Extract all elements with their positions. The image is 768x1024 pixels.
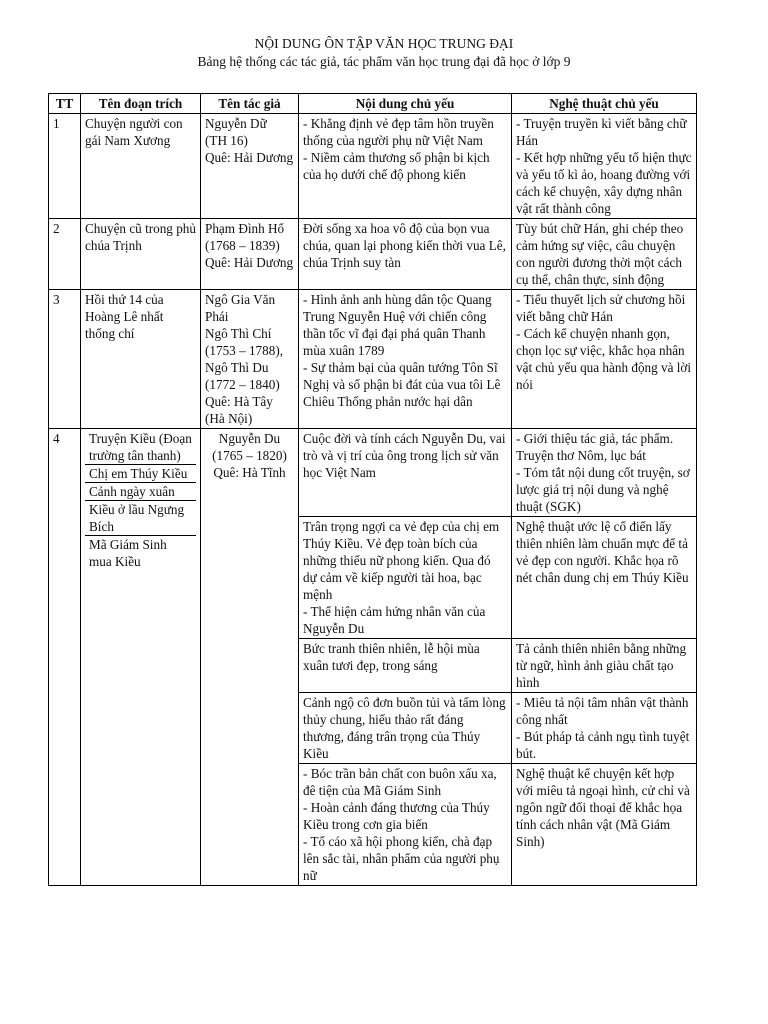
cell-art <box>512 693 697 764</box>
cell-content <box>299 114 512 219</box>
content-line: - Niềm cảm thương số phận bi kịch của họ dưới chế độ phong kiến <box>303 150 490 182</box>
content-line: - Sự thảm bại của quân tướng Tôn Sĩ Nghị và số phận bi đát của vua tôi Lê Chiêu Thống phản nước hại dân <box>303 360 501 409</box>
cell-art <box>512 639 697 693</box>
cell-author <box>201 290 299 429</box>
author-line: Nguyễn Dữ <box>205 116 267 131</box>
cell-art <box>512 219 697 290</box>
cell-tt: 1 <box>49 114 81 219</box>
cell-tt: 4 <box>49 429 81 886</box>
content-line: Đời sống xa hoa vô độ của bọn vua chúa, quan lại phong kiến thời vua Lê, chúa Trịnh suy tàn <box>303 221 506 270</box>
cell-work: Chuyện người con gái Nam Xương <box>81 114 201 219</box>
table-row <box>49 219 697 290</box>
art-line: - Cách kể chuyện nhanh gọn, chọn lọc sự việc, khắc họa nhân vật chủ yếu qua hành động và lời nói <box>516 326 692 392</box>
cell-author <box>201 114 299 219</box>
page-subtitle: Bảng hệ thống các tác giả, tác phẩm văn học trung đại đã học ở lớp 9 <box>197 54 571 69</box>
cell-art <box>512 517 697 639</box>
cell-content <box>299 639 512 693</box>
art-line: - Kết hợp những yếu tố hiện thực và yếu tố kì ảo, hoang đường với cách kể chuyện, xây dựng nhân vật rất thành công <box>516 150 692 216</box>
art-line: Nghệ thuật kể chuyện kết hợp với miêu tả ngoại hình, cử chỉ và ngôn ngữ đối thoại để khắc họa tính cách nhân vật (Mã Giám Sinh) <box>516 766 690 849</box>
author-line: Nguyễn Du <box>218 431 281 446</box>
art-line: - Giới thiệu tác giả, tác phẩm. Truyện thơ Nôm, lục bát <box>516 431 674 463</box>
cell-art <box>512 764 697 886</box>
author-line: Quê: Hải Dương <box>205 150 294 165</box>
header-work: Tên đoạn trích <box>81 94 201 114</box>
table-row <box>49 114 697 219</box>
cell-tt: 3 <box>49 290 81 429</box>
table-row <box>49 429 697 517</box>
author-line: Ngô Thì Du (1772 – 1840) <box>205 360 280 392</box>
author-line: Phạm Đình Hổ <box>205 221 285 236</box>
cell-art <box>512 429 697 517</box>
cell-content <box>299 517 512 639</box>
author-line: Quê: Hải Dương <box>205 255 294 270</box>
art-line: - Miêu tả nội tâm nhân vật thành công nhất <box>516 695 689 727</box>
cell-work-excerpts <box>81 429 201 886</box>
excerpt-item: Truyện Kiều (Đoạn trường tân thanh) <box>85 430 196 465</box>
excerpt-item: Chị em Thúy Kiều <box>85 465 196 483</box>
author-line: (1765 – 1820) <box>212 448 287 463</box>
content-line: - Khẳng định vẻ đẹp tâm hồn truyền thống của người phụ nữ Việt Nam <box>303 116 494 148</box>
cell-content <box>299 290 512 429</box>
cell-author <box>201 219 299 290</box>
author-line: (1768 – 1839) <box>205 238 280 253</box>
content-line: - Tố cáo xã hội phong kiến, chà đạp lên sắc tài, nhân phẩm của người phụ nữ <box>303 834 500 883</box>
art-line: - Tiểu thuyết lịch sử chương hồi viết bằng chữ Hán <box>516 292 686 324</box>
header-tt: TT <box>49 94 81 114</box>
header-author: Tên tác giả <box>201 94 299 114</box>
excerpt-item: Kiều ở lầu Ngưng Bích <box>85 501 196 536</box>
author-line: Ngô Gia Văn Phái <box>205 292 276 324</box>
author-line: Ngô Thì Chí (1753 – 1788), <box>205 326 284 358</box>
content-line: - Thể hiện cảm hứng nhân văn của Nguyễn Du <box>303 604 486 636</box>
cell-content <box>299 429 512 517</box>
art-line: - Tóm tắt nội dung cốt truyện, sơ lược giá trị nội dung và nghệ thuật (SGK) <box>516 465 690 514</box>
page-title: NỘI DUNG ÔN TẬP VĂN HỌC TRUNG ĐẠI <box>254 36 514 51</box>
cell-content <box>299 764 512 886</box>
cell-art <box>512 114 697 219</box>
art-line: - Truyện truyền kì viết bằng chữ Hán <box>516 116 687 148</box>
content-line: Cảnh ngộ cô đơn buồn tủi và tấm lòng thủy chung, hiếu thảo rất đáng thương, đáng trân trọng của Thúy Kiều <box>303 695 506 761</box>
art-line: Tùy bút chữ Hán, ghi chép theo cảm hứng sự việc, câu chuyện con người đương thời một cách cụ thể, chân thực, sinh động <box>516 221 684 287</box>
content-line: - Hình ảnh anh hùng dân tộc Quang Trung Nguyễn Huệ với chiến công thần tốc vĩ đại đại phá quân Thanh mùa xuân 1789 <box>303 292 492 358</box>
content-line: - Bóc trần bản chất con buôn xấu xa, đê tiện của Mã Giám Sinh <box>303 766 497 798</box>
cell-content <box>299 693 512 764</box>
cell-work: Chuyện cũ trong phủ chúa Trịnh <box>81 219 201 290</box>
review-table <box>48 93 697 886</box>
content-line: - Hoàn cảnh đáng thương của Thúy Kiều trong cơn gia biến <box>303 800 490 832</box>
art-line: Tả cảnh thiên nhiên bằng những từ ngữ, hình ảnh giàu chất tạo hình <box>516 641 687 690</box>
cell-tt: 2 <box>49 219 81 290</box>
cell-content <box>299 219 512 290</box>
cell-work: Hồi thứ 14 của Hoàng Lê nhất thống chí <box>81 290 201 429</box>
table-row <box>49 290 697 429</box>
art-line: Nghệ thuật ước lệ cổ điển lấy thiên nhiên làm chuẩn mực để tả vẻ đẹp con người. Khắc họa rõ nét chân dung chị em Thúy Kiều <box>516 519 689 585</box>
excerpt-item: Mã Giám Sinh mua Kiều <box>89 537 167 569</box>
author-line: Quê: Hà Tây (Hà Nội) <box>205 394 273 426</box>
content-line: Cuộc đời và tính cách Nguyễn Du, vai trò và vị trí của ông trong lịch sử văn học Việt Nam <box>303 431 506 480</box>
excerpt-item: Cảnh ngày xuân <box>85 483 196 501</box>
header-art: Nghệ thuật chủ yếu <box>512 94 697 114</box>
cell-art <box>512 290 697 429</box>
header-content: Nội dung chủ yếu <box>299 94 512 114</box>
content-line: Bức tranh thiên nhiên, lễ hội mùa xuân tươi đẹp, trong sáng <box>303 641 480 673</box>
author-line: Quê: Hà Tĩnh <box>213 465 286 480</box>
cell-author <box>201 429 299 886</box>
author-line: (TH 16) <box>205 133 248 148</box>
content-line: Trân trọng ngợi ca vẻ đẹp của chị em Thúy Kiều. Vẻ đẹp toàn bích của những thiếu nữ phong kiến. Qua đó dự cảm về kiếp người tài hoa, bạc mệnh <box>303 519 500 602</box>
art-line: - Bút pháp tả cảnh ngụ tình tuyệt bút. <box>516 729 690 761</box>
table-header-row <box>49 94 697 114</box>
